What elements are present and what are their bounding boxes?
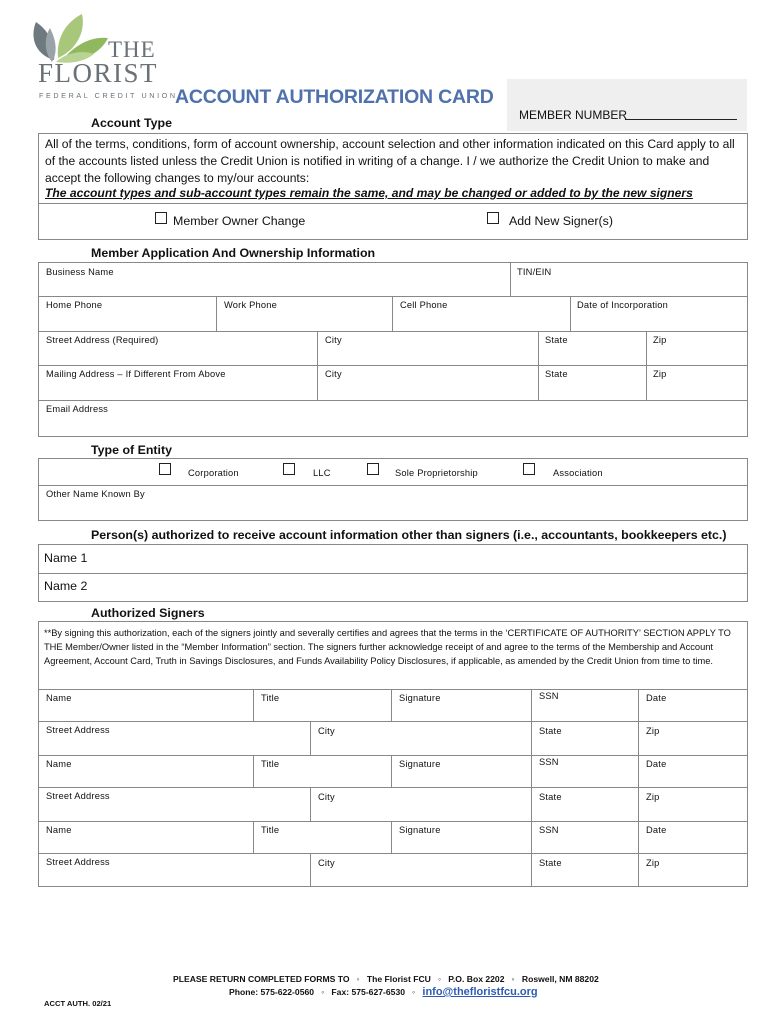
- city-field[interactable]: City: [325, 335, 342, 345]
- bullet-icon: ◦: [506, 974, 520, 984]
- divider: [216, 296, 217, 331]
- date-incorporation-field[interactable]: Date of Incorporation: [577, 300, 669, 310]
- page-title: ACCOUNT AUTHORIZATION CARD: [175, 86, 494, 108]
- member-info-table: [38, 262, 748, 437]
- divider: [531, 787, 532, 821]
- divider: [38, 296, 748, 297]
- signer-3-date-field[interactable]: Date: [646, 825, 667, 835]
- person-name-1-field[interactable]: Name 1: [44, 551, 88, 565]
- mailing-city-field[interactable]: City: [325, 369, 342, 379]
- account-type-heading: Account Type: [91, 116, 173, 130]
- signer-1-title-field[interactable]: Title: [261, 693, 280, 703]
- other-name-field[interactable]: Other Name Known By: [46, 489, 145, 499]
- entity-heading: Type of Entity: [91, 443, 172, 457]
- home-phone-field[interactable]: Home Phone: [46, 300, 103, 310]
- member-owner-change-label: Member Owner Change: [173, 214, 306, 228]
- add-new-signer-checkbox[interactable]: [487, 212, 499, 224]
- business-name-field[interactable]: Business Name: [46, 267, 114, 277]
- logo-text-florist: FLORIST: [38, 58, 159, 88]
- tin-field[interactable]: TIN/EIN: [517, 267, 552, 277]
- email-field[interactable]: Email Address: [46, 404, 109, 414]
- divider: [531, 821, 532, 853]
- mailing-address-field[interactable]: Mailing Address – If Different From Above: [46, 369, 226, 379]
- footer-return-line: [173, 975, 599, 984]
- add-new-signer-label: Add New Signer(s): [509, 214, 613, 228]
- divider: [317, 331, 318, 400]
- signer-3-title-field[interactable]: Title: [261, 825, 280, 835]
- member-info-heading: Member Application And Ownership Information: [91, 246, 376, 260]
- signer-3-zip-field[interactable]: Zip: [646, 858, 660, 868]
- divider: [310, 787, 311, 821]
- persons-heading: Person(s) authorized to receive account information other than signers (i.e., accountants, bookkeepers etc.): [91, 528, 727, 542]
- street-address-field[interactable]: Street Address (Required): [46, 335, 159, 345]
- divider: [638, 821, 639, 853]
- divider: [531, 853, 532, 887]
- signer-2-date-field[interactable]: Date: [646, 759, 667, 769]
- member-owner-change-checkbox[interactable]: [155, 212, 167, 224]
- member-number-label: MEMBER NUMBER: [519, 108, 628, 122]
- signer-2-signature-field[interactable]: Signature: [399, 759, 441, 769]
- divider: [38, 853, 748, 854]
- divider: [38, 331, 748, 332]
- divider: [391, 821, 392, 853]
- footer-email-link[interactable]: info@thefloristfcu.org: [422, 986, 538, 998]
- logo-text-fcu: FEDERAL CREDIT UNION: [39, 91, 178, 100]
- signer-1-date-field[interactable]: Date: [646, 693, 667, 703]
- signer-1-ssn-field[interactable]: SSN: [539, 691, 559, 701]
- footer-fax: Fax: 575-627-6530: [331, 987, 405, 997]
- divider: [391, 689, 392, 721]
- footer-return-label: PLEASE RETURN COMPLETED FORMS TO: [173, 974, 350, 984]
- signer-2-title-field[interactable]: Title: [261, 759, 280, 769]
- signer-2-name-field[interactable]: Name: [46, 759, 72, 769]
- signer-2-street-field[interactable]: Street Address: [46, 791, 110, 801]
- divider: [38, 573, 748, 574]
- signer-3-street-field[interactable]: Street Address: [46, 857, 110, 867]
- mailing-zip-field[interactable]: Zip: [653, 369, 667, 379]
- signer-3-ssn-field[interactable]: SSN: [539, 825, 559, 835]
- signer-1-zip-field[interactable]: Zip: [646, 726, 660, 736]
- divider: [638, 787, 639, 821]
- signer-2-city-field[interactable]: City: [318, 792, 335, 802]
- corporation-checkbox[interactable]: [159, 463, 171, 475]
- signer-3-signature-field[interactable]: Signature: [399, 825, 441, 835]
- divider: [391, 755, 392, 787]
- member-number-field[interactable]: [625, 119, 737, 120]
- divider: [570, 296, 571, 331]
- divider: [38, 821, 748, 822]
- logo-text-the: THE: [108, 37, 156, 62]
- divider: [510, 262, 511, 296]
- signer-2-zip-field[interactable]: Zip: [646, 792, 660, 802]
- zip-field[interactable]: Zip: [653, 335, 667, 345]
- cell-phone-field[interactable]: Cell Phone: [400, 300, 448, 310]
- divider: [646, 331, 647, 400]
- divider: [638, 853, 639, 887]
- divider: [38, 755, 748, 756]
- divider: [38, 689, 748, 690]
- association-label: Association: [553, 468, 603, 478]
- footer-phone: Phone: 575-622-0560: [229, 987, 315, 997]
- bullet-icon: ◦: [407, 987, 420, 997]
- work-phone-field[interactable]: Work Phone: [224, 300, 277, 310]
- mailing-state-field[interactable]: State: [545, 369, 568, 379]
- signer-3-state-field[interactable]: State: [539, 858, 562, 868]
- person-name-2-field[interactable]: Name 2: [44, 579, 88, 593]
- divider: [392, 296, 393, 331]
- signers-terms-text: **By signing this authorization, each of the signers jointly and severally certifies and agrees that the terms in the ‘CERTIFICATE OF AUTHORITY’ SECTION APPLY TO THE Member/Owner listed in the “Member Information” section. The signers further acknowledge receipt of and agree to the terms of the Membership and Account Agreement, Account Card, Truth in Savings Disclosures, and Funds Availability Policy Disclosures, if applicable, as amended by the Credit Union from time to time.: [44, 628, 731, 666]
- member-number-box: [507, 79, 747, 131]
- divider: [310, 853, 311, 887]
- state-field[interactable]: State: [545, 335, 568, 345]
- bullet-icon: ◦: [351, 974, 365, 984]
- account-terms-text: All of the terms, conditions, form of account ownership, account selection and other information indicated on this Card apply to all of the accounts listed unless the Credit Union is notified in writing of a change. I / we authorize the Credit Union to make and accept the following changes to my/our accounts:: [45, 137, 735, 185]
- footer-org: The Florist FCU: [366, 974, 431, 984]
- divider: [253, 689, 254, 721]
- divider: [531, 755, 532, 787]
- form-code: ACCT AUTH. 02/21: [44, 999, 112, 1008]
- divider: [638, 721, 639, 755]
- association-checkbox[interactable]: [523, 463, 535, 475]
- footer-contact-line: [229, 987, 538, 998]
- divider: [538, 331, 539, 400]
- footer-po-box: P.O. Box 2202: [448, 974, 505, 984]
- bullet-icon: ◦: [433, 974, 446, 984]
- divider: [38, 400, 748, 401]
- divider: [310, 721, 311, 755]
- sole-proprietorship-label: Sole Proprietorship: [395, 468, 478, 478]
- account-terms-emphasis: The account types and sub-account types remain the same, and may be changed or added to by the new signers: [45, 186, 693, 200]
- divider: [253, 821, 254, 853]
- signer-1-name-field[interactable]: Name: [46, 693, 72, 703]
- divider: [638, 689, 639, 721]
- llc-checkbox[interactable]: [283, 463, 295, 475]
- divider: [531, 689, 532, 721]
- divider: [253, 755, 254, 787]
- signer-1-city-field[interactable]: City: [318, 726, 335, 736]
- signers-heading: Authorized Signers: [91, 606, 205, 620]
- divider: [38, 365, 748, 366]
- signer-3-city-field[interactable]: City: [318, 858, 335, 868]
- sole-proprietorship-checkbox[interactable]: [367, 463, 379, 475]
- signer-1-signature-field[interactable]: Signature: [399, 693, 441, 703]
- footer-city: Roswell, NM 88202: [521, 974, 599, 984]
- corporation-label: Corporation: [188, 468, 239, 478]
- divider: [38, 203, 748, 204]
- signer-2-state-field[interactable]: State: [539, 792, 562, 802]
- signer-1-state-field[interactable]: State: [539, 726, 562, 736]
- signer-1-street-field[interactable]: Street Address: [46, 725, 110, 735]
- bullet-icon: ◦: [316, 987, 330, 997]
- divider: [38, 485, 748, 486]
- signer-3-name-field[interactable]: Name: [46, 825, 72, 835]
- signer-2-ssn-field[interactable]: SSN: [539, 757, 559, 767]
- divider: [38, 721, 748, 722]
- llc-label: LLC: [313, 468, 331, 478]
- divider: [38, 787, 748, 788]
- divider: [638, 755, 639, 787]
- divider: [531, 721, 532, 755]
